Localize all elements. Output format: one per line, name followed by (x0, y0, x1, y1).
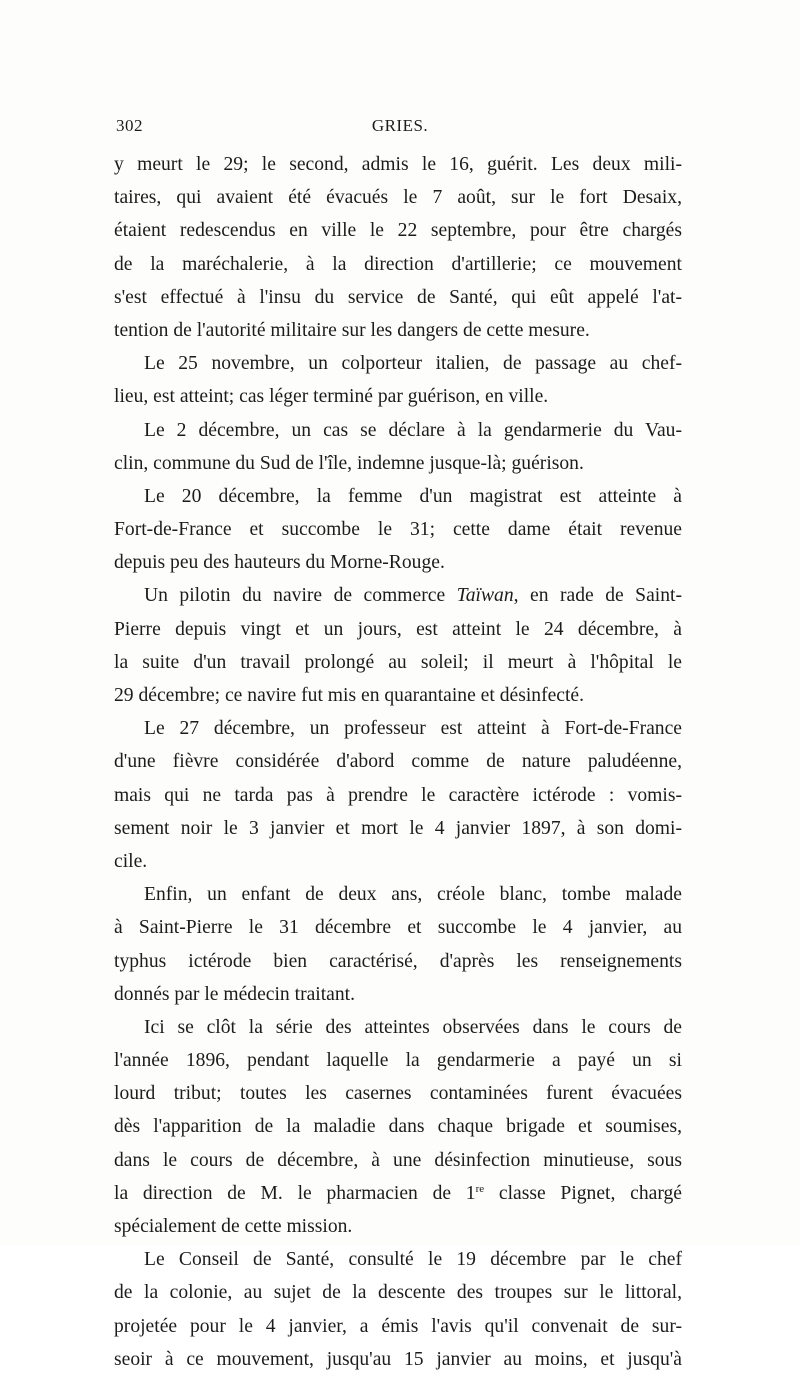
text-line: Le 25 novembre, un colporteur italien, de passage au chef- (144, 353, 682, 375)
text-line: dès l'apparition de la maladie dans chaque brigade et soumises, (114, 1116, 682, 1138)
text-line: l'année 1896, pendant laquelle la gendarmerie a payé un si (114, 1050, 682, 1072)
text-line: typhus ictérode bien caractérisé, d'après les renseignements (114, 950, 682, 972)
text-line (114, 579, 682, 612)
superscript: re (475, 1182, 485, 1195)
text-line: donnés par le médecin traitant. (114, 983, 356, 1005)
text-line: spécialement de cette mission. (114, 1216, 353, 1237)
running-head (116, 116, 684, 142)
text-line: lieu, est atteint; cas léger terminé par guérison, en ville. (114, 386, 549, 408)
text-line: Le 20 décembre, la femme d'un magistrat est atteinte à (144, 485, 682, 507)
text-segment: la direction de M. le pharmacien de 1 (114, 1182, 476, 1204)
text-line: d'une fièvre considérée d'abord comme de nature paludéenne, (114, 751, 682, 773)
ship-name: Taïwan (456, 585, 514, 607)
text-segment: , en rade de Saint- (513, 585, 682, 607)
text-line: seoir à ce mouvement, jusqu'au 15 janvier au moins, et jusqu'à (114, 1348, 682, 1370)
text-line: à Saint-Pierre le 31 décembre et succombe le 4 janvier, au (114, 917, 682, 939)
text-line: étaient redescendus en ville le 22 septembre, pour être chargés (114, 220, 682, 242)
text-line: Ici se clôt la série des atteintes observées dans le cours de (144, 1016, 682, 1038)
text-line: Fort-de-France et succombe le 31; cette dame était revenue (114, 519, 682, 541)
text-line: 29 décembre; ce navire fut mis en quarantaine et désinfecté. (114, 685, 585, 706)
text-line: Enfin, un enfant de deux ans, créole blanc, tombe malade (144, 884, 682, 906)
body-text (114, 148, 682, 1376)
text-line: clin, commune du Sud de l'île, indemne jusque-là; guérison. (114, 452, 584, 474)
text-line: mais qui ne tarda pas à prendre le caractère ictérode : vomis- (114, 784, 682, 806)
page-number: 302 (116, 116, 143, 135)
text-line: taires, qui avaient été évacués le 7 août, sur le fort Desaix, (114, 187, 682, 209)
text-line: Le Conseil de Santé, consulté le 19 décembre par le chef (144, 1249, 682, 1271)
text-line: de la maréchalerie, à la direction d'artillerie; ce mouvement (114, 253, 682, 275)
text-line: tention de l'autorité militaire sur les dangers de cette mesure. (114, 319, 590, 341)
running-title: GRIES. (371, 116, 429, 135)
text-line: s'est effectué à l'insu du service de Santé, qui eût appelé l'at- (114, 286, 682, 308)
text-line: projetée pour le 4 janvier, a émis l'avis qu'il convenait de sur- (114, 1315, 682, 1337)
text-line: Le 27 décembre, un professeur est atteint à Fort-de-France (144, 718, 682, 740)
text-line: depuis peu des hauteurs du Morne-Rouge. (114, 552, 445, 574)
text-line: cile. (114, 850, 148, 872)
text-line: dans le cours de décembre, à une désinfection minutieuse, sous (114, 1149, 682, 1171)
text-line: Le 2 décembre, un cas se déclare à la gendarmerie du Vau- (144, 419, 682, 441)
text-line: la suite d'un travail prolongé au soleil; il meurt à l'hôpital le (114, 651, 682, 673)
text-line: y meurt le 29; le second, admis le 16, guérit. Les deux mili- (114, 154, 682, 175)
text-line: lourd tribut; toutes les casernes contaminées furent évacuées (114, 1083, 682, 1105)
text-line (114, 1177, 682, 1210)
text-segment: classe Pignet, chargé (484, 1182, 682, 1204)
text-segment: Un pilotin du navire de commerce (144, 585, 446, 607)
text-line: de la colonie, au sujet de la descente des troupes sur le littoral, (114, 1282, 682, 1304)
text-line: sement noir le 3 janvier et mort le 4 janvier 1897, à son domi- (114, 817, 682, 839)
text-line: Pierre depuis vingt et un jours, est atteint le 24 décembre, à (114, 618, 682, 640)
